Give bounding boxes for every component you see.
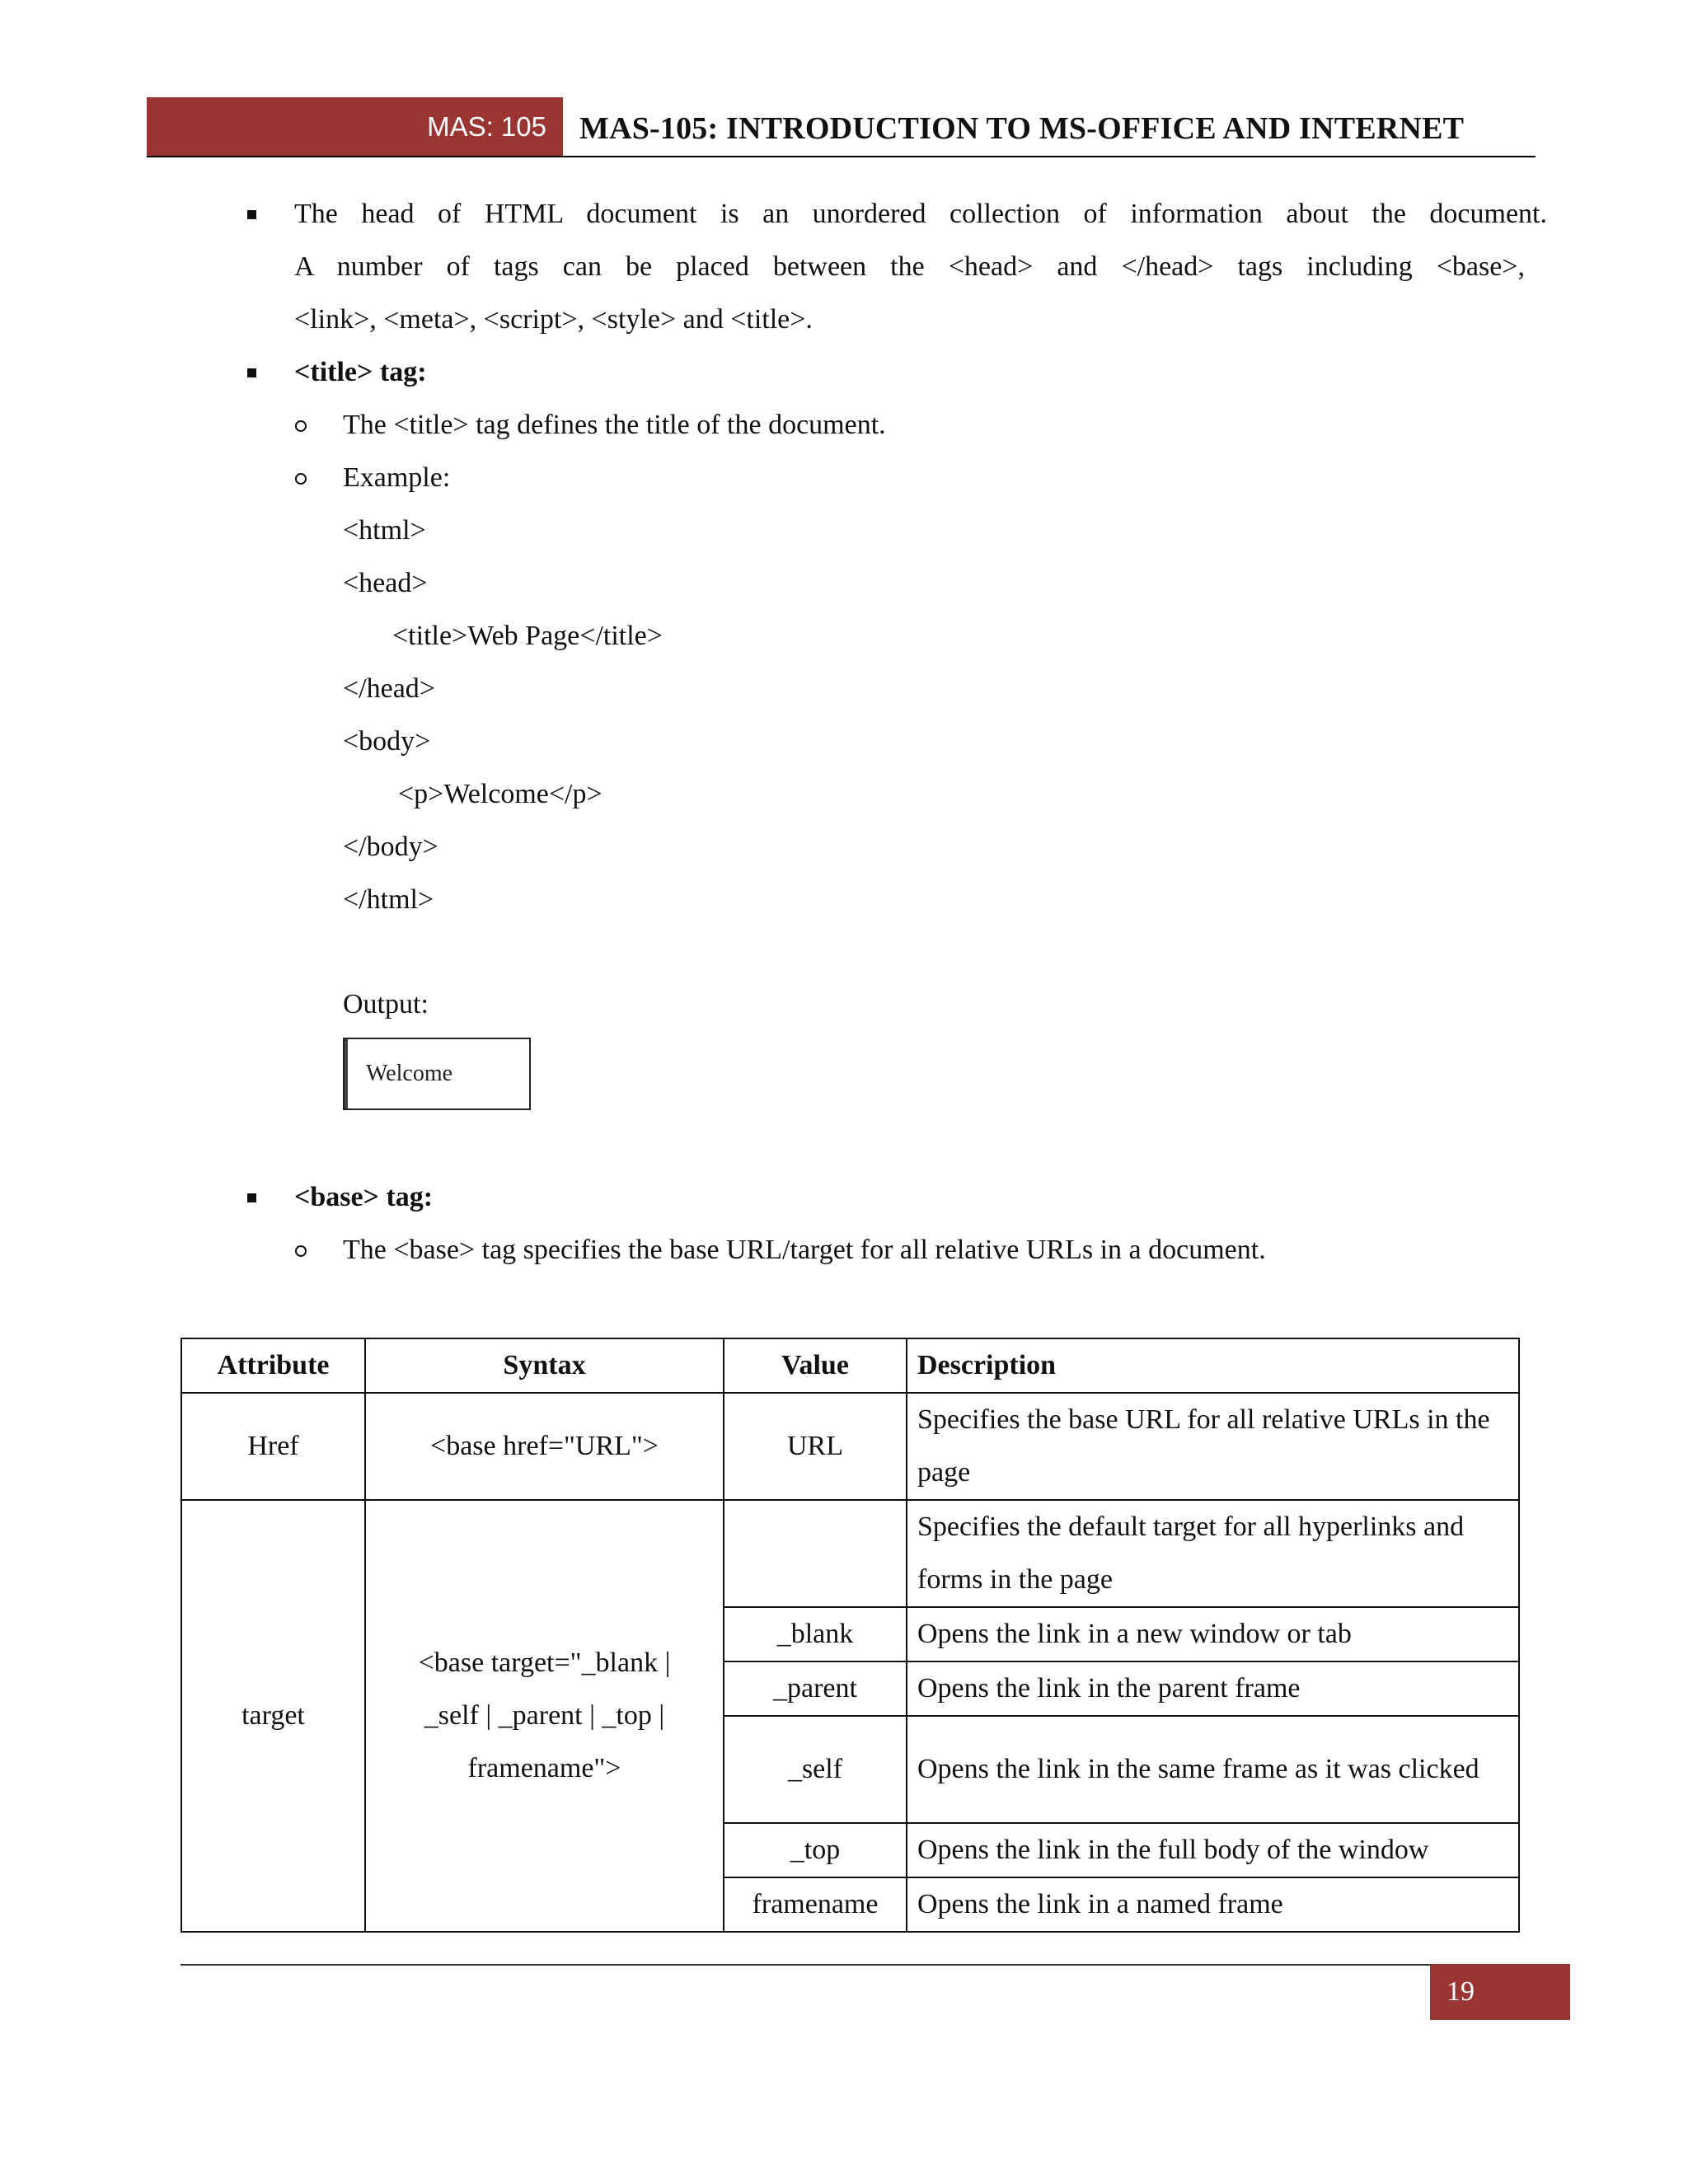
output-preview-text: Welcome xyxy=(366,1061,453,1086)
square-bullet-icon xyxy=(247,210,256,219)
code-line: <body> xyxy=(343,726,431,757)
output-preview-box xyxy=(343,1038,531,1110)
code-line: <title>Web Page</title> xyxy=(392,621,663,651)
table-cell-value: URL xyxy=(724,1393,907,1500)
table-cell-value: _self xyxy=(724,1716,907,1823)
table-cell-attribute: Href xyxy=(181,1393,365,1500)
table-cell-description: Opens the link in a new window or tab xyxy=(907,1607,1519,1661)
footer-rule xyxy=(181,1964,1518,1966)
square-bullet-icon xyxy=(247,368,256,377)
table-header-syntax: Syntax xyxy=(365,1338,724,1393)
table-header-row xyxy=(181,1338,1519,1393)
table-cell-value: framename xyxy=(724,1877,907,1932)
code-line: <p>Welcome</p> xyxy=(398,779,603,809)
circle-bullet-icon xyxy=(295,1245,307,1257)
table-cell-syntax: <base target="_blank | _self | _parent | _top | framename"> xyxy=(365,1500,724,1932)
course-code-badge: MAS: 105 xyxy=(147,97,563,157)
circle-bullet-icon xyxy=(295,473,307,485)
table-cell-syntax: <base href="URL"> xyxy=(365,1393,724,1500)
table-cell-value: _parent xyxy=(724,1661,907,1716)
table-cell-attribute: target xyxy=(181,1500,365,1932)
table-header-attribute: Attribute xyxy=(181,1338,365,1393)
intro-line-3: <link>, <meta>, <script>, <style> and <title>. xyxy=(294,304,813,335)
code-line: </body> xyxy=(343,832,438,862)
title-tag-heading: <title> tag: xyxy=(294,357,427,387)
code-line: <html> xyxy=(343,515,426,546)
table-row xyxy=(181,1500,1519,1607)
code-line: </head> xyxy=(343,673,435,704)
base-attributes-table xyxy=(181,1338,1520,1933)
table-header-description: Description xyxy=(907,1338,1519,1393)
table-cell-description: Opens the link in a named frame xyxy=(907,1877,1519,1932)
title-tag-point-2: Example: xyxy=(343,462,451,493)
output-label: Output: xyxy=(343,989,429,1019)
table-cell-value: _blank xyxy=(724,1607,907,1661)
table-cell-description: Opens the link in the full body of the window xyxy=(907,1823,1519,1877)
table-cell-description: Specifies the default target for all hyperlinks and forms in the page xyxy=(907,1500,1519,1607)
code-line: </html> xyxy=(343,884,434,915)
table-cell-description: Opens the link in the parent frame xyxy=(907,1661,1519,1716)
table-header-value: Value xyxy=(724,1338,907,1393)
code-line: <head> xyxy=(343,568,428,598)
base-tag-point-1: The <base> tag specifies the base URL/target for all relative URLs in a document. xyxy=(343,1235,1266,1265)
base-tag-heading: <base> tag: xyxy=(294,1182,434,1212)
square-bullet-icon xyxy=(247,1193,256,1202)
table-cell-description: Opens the link in the same frame as it was clicked xyxy=(907,1716,1519,1823)
course-title: MAS-105: INTRODUCTION TO MS-OFFICE AND INTERNET xyxy=(579,111,1465,146)
table-cell-value: _top xyxy=(724,1823,907,1877)
intro-line-2: A number of tags can be placed between the <head> and </head> tags including <base>, xyxy=(294,251,1525,282)
circle-bullet-icon xyxy=(295,420,307,432)
table-row xyxy=(181,1393,1519,1500)
header-rule xyxy=(147,156,1536,157)
intro-line-1: The head of HTML document is an unordered collection of information about the document. xyxy=(294,199,1547,229)
title-tag-point-1: The <title> tag defines the title of the document. xyxy=(343,410,886,440)
table-cell-value xyxy=(724,1500,907,1607)
table-cell-description: Specifies the base URL for all relative URLs in the page xyxy=(907,1393,1519,1500)
page-header xyxy=(147,97,1536,157)
page-number-badge: 19 xyxy=(1430,1964,1570,2020)
